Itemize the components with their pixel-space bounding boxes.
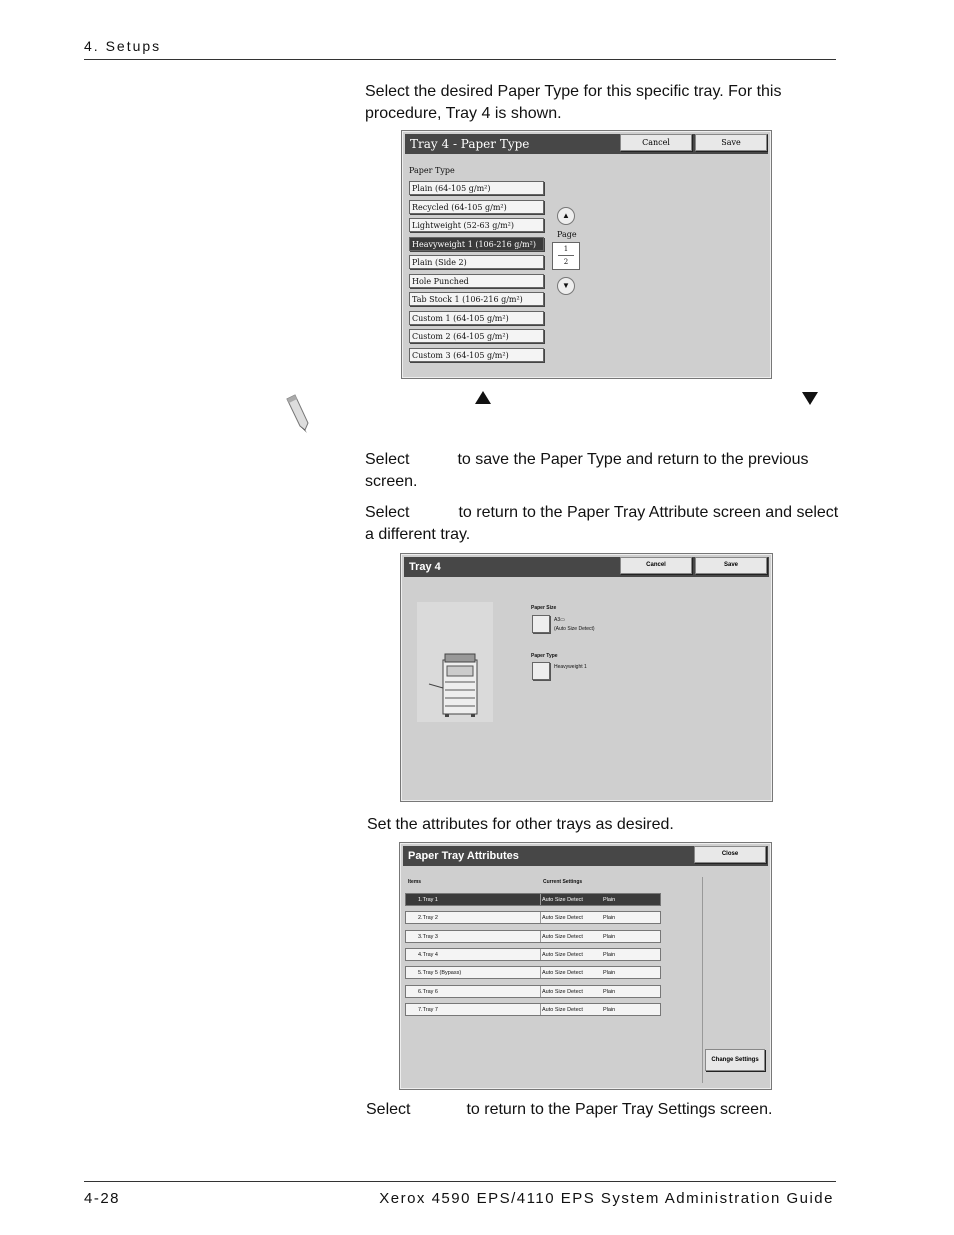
paper-type-option[interactable]: Plain (Side 2): [409, 255, 544, 269]
save-instruction-select: Select: [365, 451, 410, 468]
cancel-instruction: [365, 502, 840, 546]
header-rule: [84, 59, 836, 60]
paper-type-option[interactable]: Tab Stock 1 (106-216 g/m²): [409, 292, 544, 306]
tray-row[interactable]: [405, 911, 661, 924]
tray-row[interactable]: [405, 930, 661, 943]
other-trays-paragraph: Set the attributes for other trays as desired.: [367, 816, 674, 833]
row-divider: [540, 949, 541, 960]
paper-type-label: Paper Type: [531, 653, 558, 659]
final-instruction-select: Select: [366, 1101, 411, 1118]
panel-divider: [702, 877, 703, 1083]
row-divider: [540, 1004, 541, 1015]
settings-column-header: Current Settings: [543, 879, 583, 885]
note-pencil-icon: [283, 393, 311, 433]
tray-size: Auto Size Detect: [542, 897, 583, 903]
tray-size: Auto Size Detect: [542, 933, 583, 940]
row-divider: [540, 931, 541, 942]
paper-type-label: Paper Type: [409, 166, 455, 175]
final-instruction-rest: to return to the Paper Tray Settings screen.: [466, 1101, 773, 1118]
up-arrow-icon: [475, 391, 491, 404]
section-header: 4. Setups: [84, 38, 162, 54]
tray-4-screen: [400, 553, 773, 802]
tray-size: Auto Size Detect: [542, 915, 583, 922]
paper-type-option[interactable]: Recycled (64-105 g/m²): [409, 200, 544, 214]
row-divider: [540, 967, 541, 978]
tray-type: Plain: [603, 915, 616, 922]
page-indicator: [552, 242, 580, 270]
paper-type-option[interactable]: Hole Punched: [409, 274, 544, 288]
change-settings-button[interactable]: Change Settings: [705, 1049, 765, 1071]
tray-row[interactable]: [405, 985, 661, 998]
tray-size: Auto Size Detect: [542, 1006, 583, 1013]
tray-type: Plain: [603, 951, 616, 958]
paper-type-screen: [401, 130, 772, 379]
final-instruction: [366, 1099, 841, 1121]
paper-type-option[interactable]: Lightweight (52-63 g/m²): [409, 218, 544, 232]
save-instruction: [365, 449, 840, 493]
paper-type-option[interactable]: Custom 2 (64-105 g/m²): [409, 329, 544, 343]
paper-type-button[interactable]: [532, 662, 550, 680]
save-instruction-rest: to save the Paper Type and return to the previous screen.: [365, 451, 809, 490]
screen-title: Tray 4 - Paper Type: [405, 134, 768, 154]
tray-name: 7.Tray 7: [418, 1006, 438, 1013]
row-divider: [540, 986, 541, 997]
tray-type: Plain: [603, 933, 616, 940]
tray-type: Plain: [603, 988, 616, 995]
cancel-instruction-select: Select: [365, 504, 410, 521]
paper-tray-attributes-screen: [399, 842, 772, 1090]
guide-title: Xerox 4590 EPS/4110 EPS System Administration Guide: [379, 1190, 834, 1207]
paper-type-option[interactable]: Heavyweight 1 (106-216 g/m²): [409, 237, 544, 251]
footer-rule: [84, 1181, 836, 1182]
close-button[interactable]: Close: [694, 846, 766, 863]
row-divider: [540, 894, 541, 905]
tray-type: Plain: [603, 970, 616, 977]
screen-title: Tray 4: [404, 557, 769, 577]
tray-type: Plain: [603, 897, 616, 903]
tray-row[interactable]: [405, 966, 661, 979]
paper-type-option[interactable]: Custom 1 (64-105 g/m²): [409, 311, 544, 325]
paper-size-button[interactable]: [532, 615, 550, 633]
items-column-header: Items: [408, 879, 422, 885]
screen-title: Paper Tray Attributes: [403, 846, 768, 866]
page-label: Page: [557, 230, 577, 239]
cancel-button[interactable]: Cancel: [620, 134, 692, 151]
down-arrow-icon: [802, 392, 818, 405]
tray-size: Auto Size Detect: [542, 970, 583, 977]
paper-size-note: (Auto Size Detect): [554, 626, 595, 632]
paper-type-option[interactable]: Plain (64-105 g/m²): [409, 181, 544, 195]
tray-name: 5.Tray 5 (Bypass): [418, 970, 462, 977]
tray-size: Auto Size Detect: [542, 951, 583, 958]
tray-size: Auto Size Detect: [542, 988, 583, 995]
tray-name: 4.Tray 4: [418, 951, 438, 958]
tray-name: 6.Tray 6: [418, 988, 438, 995]
save-button[interactable]: Save: [695, 557, 767, 574]
paper-size-value: A3▭: [554, 617, 565, 623]
page-up-button[interactable]: ▲: [557, 207, 575, 225]
save-button[interactable]: Save: [695, 134, 767, 151]
tray-row[interactable]: [405, 1003, 661, 1016]
tray-row[interactable]: [405, 893, 661, 906]
paper-type-value: Heavyweight 1: [554, 664, 587, 670]
page-current: 1: [563, 245, 569, 253]
row-divider: [540, 912, 541, 923]
page-down-button[interactable]: ▼: [557, 277, 575, 295]
tray-name: 1.Tray 1: [418, 897, 438, 903]
paper-size-label: Paper Size: [531, 605, 557, 611]
tray-type: Plain: [603, 1006, 616, 1013]
intro-paragraph: Select the desired Paper Type for this specific tray. For this procedure, Tray 4 is shown.: [365, 83, 782, 122]
tray-name: 2.Tray 2: [418, 915, 438, 922]
cancel-button[interactable]: Cancel: [620, 557, 692, 574]
cancel-instruction-rest: to return to the Paper Tray Attribute screen and select a different tray.: [365, 504, 839, 543]
page-number: 4-28: [84, 1190, 121, 1207]
tray-name: 3.Tray 3: [418, 933, 438, 940]
tray-row[interactable]: [405, 948, 661, 961]
printer-icon: [427, 652, 487, 718]
page-total: 2: [563, 258, 569, 266]
paper-type-option[interactable]: Custom 3 (64-105 g/m²): [409, 348, 544, 362]
